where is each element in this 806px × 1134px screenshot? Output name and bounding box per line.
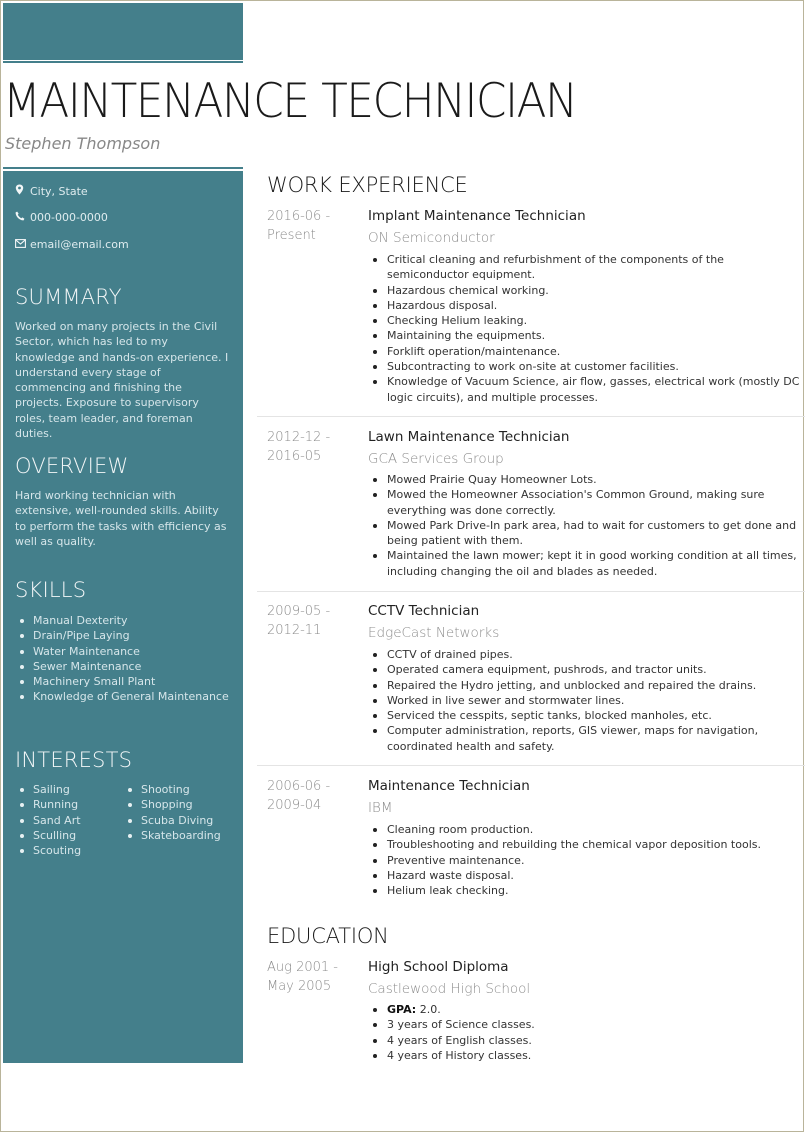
sidebar — [3, 171, 243, 1063]
job-title: MAINTENANCE TECHNICIAN — [3, 74, 577, 129]
education-bullets — [368, 1002, 804, 1063]
job-date: 2016-06 - Present — [267, 209, 331, 243]
header-rule-top — [3, 61, 243, 63]
job-bullet: Serviced the cesspits, septic tanks, blocked manholes, etc. — [368, 708, 804, 723]
skills-list — [15, 613, 229, 705]
job-bullet: Cleaning room production. — [368, 822, 804, 837]
job-company: ON Semiconductor — [368, 230, 495, 246]
job-bullets — [368, 647, 804, 754]
job-bullet: Operated camera equipment, pushrods, and tractor units. — [368, 662, 804, 677]
contact-phone-text: 000-000-0000 — [30, 211, 108, 224]
education-degree: High School Diploma — [368, 959, 509, 975]
summary-text: Worked on many projects in the Civil Sector, which has led to my knowledge and hands-on experience. I understand every stage of commencing and finishing the projects. Exposure to supervisory roles, team leader, and foreman duties. — [15, 320, 229, 441]
person-name: Stephen Thompson — [5, 134, 161, 153]
education-school: Castlewood High School — [368, 981, 531, 997]
job-bullet: Troubleshooting and rebuilding the chemical vapor deposition tools. — [368, 837, 804, 852]
interest-item: Scouting — [15, 843, 81, 858]
job-bullet: Computer administration, reports, GIS viewer, maps for navigation, coordinated health and safety. — [368, 723, 804, 754]
contact-email — [15, 238, 129, 251]
work-experience-heading: WORK EXPERIENCE — [267, 173, 468, 197]
job-date: 2012-12 - 2016-05 — [267, 430, 331, 464]
skill-item: Machinery Small Plant — [15, 674, 229, 689]
job-bullet: Mowed the Homeowner Association's Common Ground, making sure everything was done correctly. — [368, 487, 804, 518]
job-bullet: CCTV of drained pipes. — [368, 647, 804, 662]
job-company: IBM — [368, 800, 393, 816]
job-date: 2009-05 - 2012-11 — [267, 604, 331, 638]
job-company: EdgeCast Networks — [368, 625, 500, 641]
summary-heading: SUMMARY — [15, 285, 122, 309]
education-date: Aug 2001 - May 2005 — [267, 960, 338, 994]
contact-location — [15, 184, 88, 198]
gpa-label: GPA: — [387, 1003, 417, 1016]
job-title-entry: Lawn Maintenance Technician — [368, 429, 570, 445]
education-heading: EDUCATION — [267, 924, 389, 948]
phone-icon — [15, 211, 28, 224]
job-bullet: Worked in live sewer and stormwater lines. — [368, 693, 804, 708]
interests-list-col1 — [15, 782, 81, 858]
header-rule-bottom — [3, 167, 243, 169]
job-bullets — [368, 822, 804, 898]
interest-item: Sand Art — [15, 813, 81, 828]
skill-item: Water Maintenance — [15, 644, 229, 659]
skill-item: Sewer Maintenance — [15, 659, 229, 674]
job-title-entry: Implant Maintenance Technician — [368, 208, 586, 224]
interest-item: Running — [15, 797, 81, 812]
job-bullets — [368, 252, 804, 405]
interest-item: Shopping — [123, 797, 221, 812]
gpa-value: 2.0. — [419, 1003, 441, 1016]
interest-item: Skateboarding — [123, 828, 221, 843]
entry-divider — [257, 591, 805, 592]
job-bullets — [368, 472, 804, 579]
job-bullet: Forklift operation/maintenance. — [368, 344, 804, 359]
education-gpa — [368, 1002, 804, 1017]
job-bullet: Hazard waste disposal. — [368, 868, 804, 883]
interests-heading: INTERESTS — [15, 748, 133, 772]
job-bullet: Repaired the Hydro jetting, and unblocked and repaired the drains. — [368, 678, 804, 693]
education-bullet: 4 years of History classes. — [368, 1048, 804, 1063]
job-title-entry: Maintenance Technician — [368, 778, 530, 794]
job-company: GCA Services Group — [368, 451, 504, 467]
contact-phone — [15, 211, 108, 224]
job-bullet: Mowed Prairie Quay Homeowner Lots. — [368, 472, 804, 487]
interest-item: Scuba Diving — [123, 813, 221, 828]
job-bullet: Hazardous chemical working. — [368, 283, 804, 298]
skills-heading: SKILLS — [15, 578, 87, 602]
job-bullet: Hazardous disposal. — [368, 298, 804, 313]
job-bullet: Helium leak checking. — [368, 883, 804, 898]
job-bullet: Subcontracting to work on-site at customer facilities. — [368, 359, 804, 374]
interests-list-col2 — [123, 782, 221, 843]
skill-item: Drain/Pipe Laying — [15, 628, 229, 643]
overview-text: Hard working technician with extensive, well-rounded skills. Ability to perform the tasks with efficiency as well as quality. — [15, 489, 227, 548]
skill-item: Knowledge of General Maintenance — [15, 689, 229, 704]
interest-item: Shooting — [123, 782, 221, 797]
job-bullet: Mowed Park Drive-In park area, had to wait for customers to get done and being patient with them. — [368, 518, 804, 549]
job-bullet: Maintaining the equipments. — [368, 328, 804, 343]
contact-location-text: City, State — [30, 184, 88, 198]
overview-heading: OVERVIEW — [15, 454, 129, 478]
skill-item: Manual Dexterity — [15, 613, 229, 628]
map-pin-icon — [15, 184, 28, 198]
job-bullet: Checking Helium leaking. — [368, 313, 804, 328]
interest-item: Sculling — [15, 828, 81, 843]
education-bullet: 3 years of Science classes. — [368, 1017, 804, 1032]
job-bullet: Maintained the lawn mower; kept it in good working condition at all times, including changing the oil and blades as needed. — [368, 548, 804, 579]
education-bullet: 4 years of English classes. — [368, 1033, 804, 1048]
contact-email-text: email@email.com — [30, 238, 129, 251]
header-color-block — [3, 3, 243, 60]
job-bullet: Preventive maintenance. — [368, 853, 804, 868]
job-bullet: Knowledge of Vacuum Science, air flow, gasses, electrical work (mostly DC logic circuits), and multiple processes. — [368, 374, 804, 405]
envelope-icon — [15, 238, 28, 251]
job-bullet: Critical cleaning and refurbishment of the components of the semiconductor equipment. — [368, 252, 804, 283]
job-title-entry: CCTV Technician — [368, 603, 480, 619]
job-date: 2006-06 - 2009-04 — [267, 779, 331, 813]
entry-divider — [257, 416, 805, 417]
interest-item: Sailing — [15, 782, 81, 797]
entry-divider — [257, 765, 805, 766]
